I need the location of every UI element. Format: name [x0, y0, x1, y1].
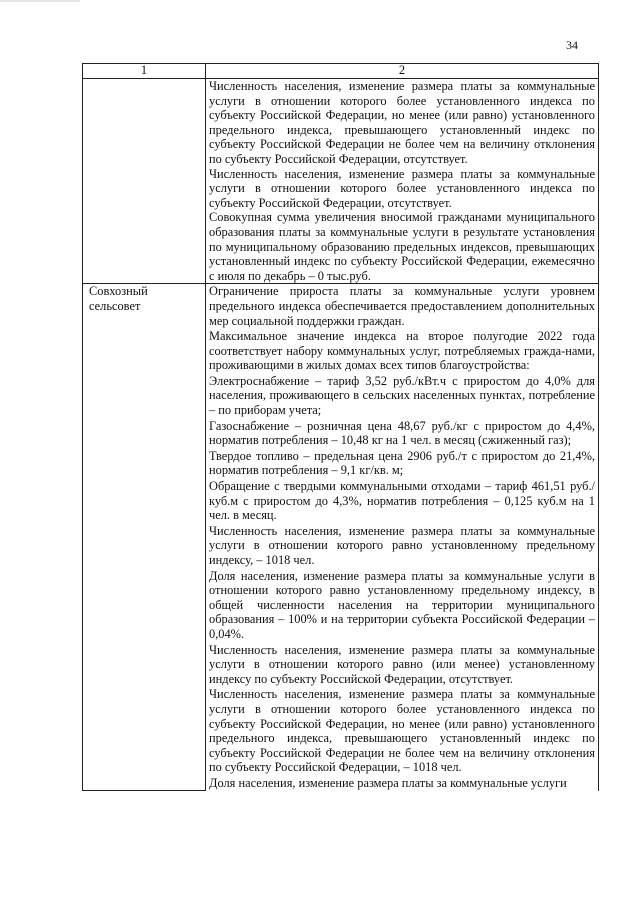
- region-cell: [83, 79, 206, 284]
- paragraph: Численность населения, изменение размера платы за коммунальные услуги в отношении которого более установленного индекса по субъекту Российской Федерации, отсутствует.: [209, 166, 595, 210]
- paragraph: Газоснабжение – розничная цена 48,67 руб./кг с приростом до 4,4%, норматив потребления – 10,48 кг на 1 чел. в месяц (сжиженный газ);: [209, 418, 595, 448]
- paragraph: Численность населения, изменение размера платы за коммунальные услуги в отношении которого равно (или менее) установленному индексу по субъекту Российской Федерации, отсутствует.: [209, 642, 595, 686]
- table-row: [83, 284, 599, 791]
- page-number: 34: [566, 38, 578, 52]
- document-table: [82, 63, 599, 791]
- paragraph: Численность населения, изменение размера платы за коммунальные услуги в отношении которого равно установленному предельному индексу, – 1018 чел.: [209, 523, 595, 567]
- column-header-2: 2: [206, 64, 599, 79]
- paragraph: Максимальное значение индекса на второе полугодие 2022 года соответствует набору коммунальных услуг, потребляемых гражда-нами, проживающими в жилых домах всех типов благоустройства:: [209, 329, 595, 373]
- paragraph: Электроснабжение – тариф 3,52 руб./кВт.ч с приростом до 4,0% для населения, проживающего в сельских населенных пунктах, потребление – по приборам учета;: [209, 373, 595, 418]
- paragraph: Доля населения, изменение размера платы за коммунальные услуги: [209, 775, 567, 790]
- region-name: Совхозный сельсовет: [89, 284, 148, 313]
- paragraph: Доля населения, изменение размера платы за коммунальные услуги в отношении которого равно установленному предельному индексу, в общей численности населения на территории муниципального образования – 100% и на территории субъекта Российской Федерации – 0,04%.: [209, 568, 595, 641]
- region-cell: [83, 284, 206, 791]
- table-row: [83, 79, 599, 284]
- paragraph: Обращение с твердыми коммунальными отходами – тариф 461,51 руб./куб.м с приростом до 4,3%, норматив потребления – 0,125 куб.м на 1 чел. в месяц.: [209, 479, 595, 523]
- scan-edge-mark: [0, 0, 80, 2]
- paragraph: Твердое топливо – предельная цена 2906 руб./т с приростом до 21,4%, норматив потребления – 9,1 кг/кв. м;: [209, 448, 595, 478]
- paragraph: Совокупная сумма увеличения вносимой гражданами муниципального образования платы за коммунальные услуги в результате установления по муниципальному образованию предельных индексов, превышающих установленный индекс по субъекту Российской Федерации, ежемесячно с июля по декабрь – 0 тыс.руб.: [209, 210, 595, 283]
- paragraph: Численность населения, изменение размера платы за коммунальные услуги в отношении которого более установленного индекса по субъекту Российской Федерации, но менее (или равно) установленного предельного индекса, превышающего установленный индекс по субъекту Российской Федерации не более чем на величину отклонения по субъекту Российской Федерации, – 1018 чел.: [209, 687, 595, 775]
- description-cell: [206, 79, 599, 284]
- paragraph: Численность населения, изменение размера платы за коммунальные услуги в отношении которого более установленного индекса по субъекту Российской Федерации, но менее (или равно) установленного предельного индекса, превышающего установленный индекс по субъекту Российской Федерации не более чем на величину отклонения по субъекту Российской Федерации, отсутствует.: [209, 79, 595, 166]
- table-header-row: [83, 64, 599, 79]
- description-cell: [206, 284, 599, 791]
- paragraph: Ограничение прироста платы за коммунальные услуги уровнем предельного индекса обеспечивается предоставлением дополнительных мер социальной поддержки граждан.: [209, 284, 595, 328]
- column-header-1: 1: [83, 64, 206, 79]
